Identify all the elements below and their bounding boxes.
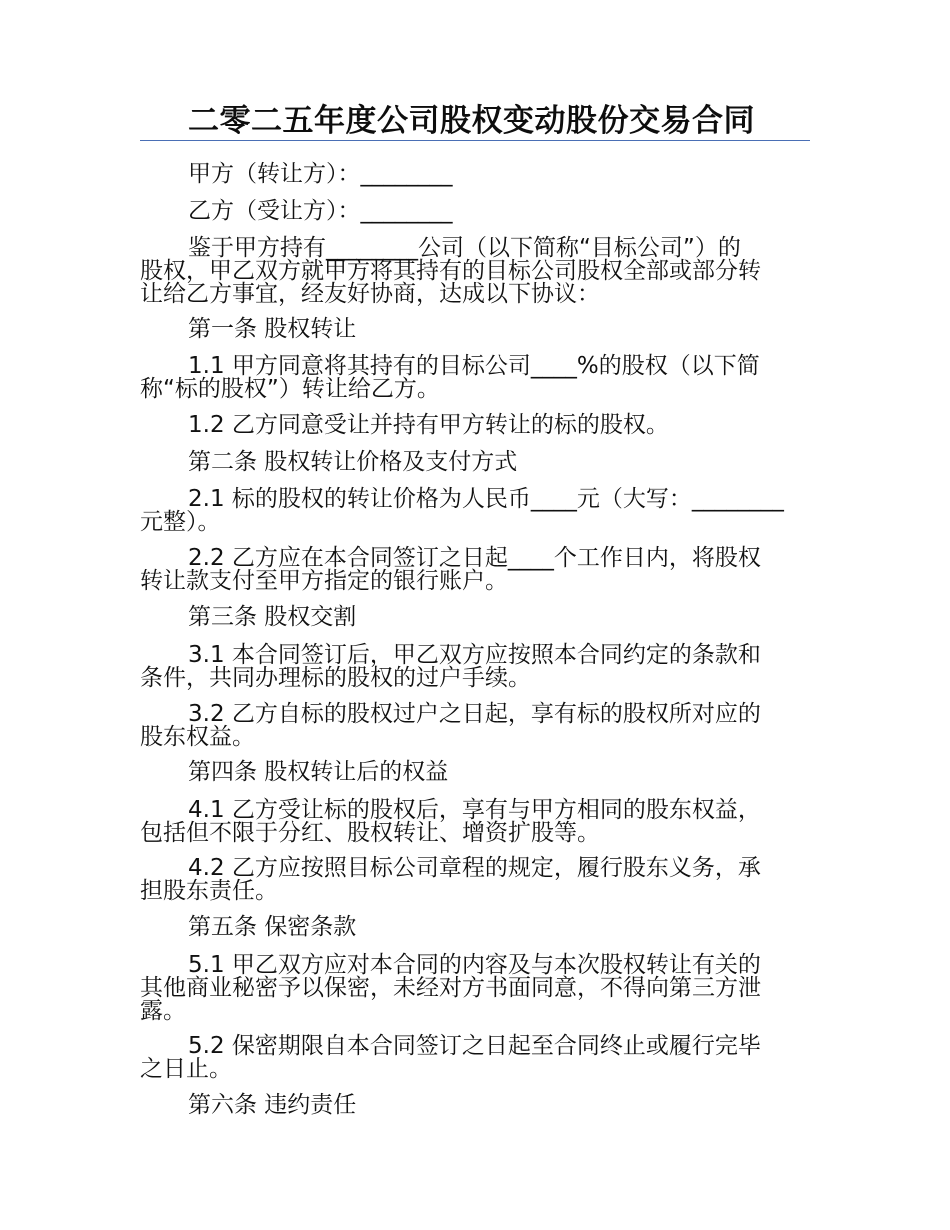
- page-title: 二零二五年度公司股权变动股份交易合同: [188, 103, 755, 139]
- clause-5-1-line-3: 露。: [140, 998, 186, 1024]
- preamble-line-3: 让给乙方事宜，经友好协商，达成以下协议：: [140, 281, 600, 307]
- party-a-blank: ________: [360, 161, 453, 187]
- clause-4-1-line-2: 包括但不限于分红、股权转让、增资扩股等。: [140, 820, 600, 846]
- clause-5-2-line-2: 之日止。: [140, 1056, 232, 1082]
- clause-2-2-line-2: 转让款支付至甲方指定的银行账户。: [140, 568, 508, 594]
- clause-4-2-line-1: 4.2 乙方应按照目标公司章程的规定，履行股东义务，承: [188, 855, 761, 881]
- clause-5-2-line-1: 5.2 保密期限自本合同签订之日起至合同终止或履行完毕: [188, 1033, 761, 1059]
- clause-3-2-line-1: 3.2 乙方自标的股权过户之日起，享有标的股权所对应的: [188, 701, 761, 727]
- party-b-line: [188, 198, 453, 224]
- clause-1-1-line-1: 1.1 甲方同意将其持有的目标公司____%的股权（以下简: [188, 353, 760, 379]
- party-b-blank: ________: [360, 198, 453, 224]
- article-2-heading: 第二条 股权转让价格及支付方式: [188, 449, 518, 475]
- article-6-heading: 第六条 违约责任: [188, 1092, 357, 1118]
- preamble-line-2: 股权，甲乙双方就甲方将其持有的目标公司股权全部或部分转: [140, 258, 761, 284]
- clause-3-2-line-2: 股东权益。: [140, 724, 255, 750]
- clause-4-1-line-1: 4.1 乙方受让标的股权后，享有与甲方相同的股东权益，: [188, 797, 761, 823]
- clause-5-1-line-1: 5.1 甲乙双方应对本合同的内容及与本次股权转让有关的: [188, 952, 761, 978]
- clause-4-2-line-2: 担股东责任。: [140, 878, 278, 904]
- article-1-heading: 第一条 股权转让: [188, 316, 357, 342]
- title-block: [140, 102, 810, 142]
- clause-2-2-line-1: 2.2 乙方应在本合同签订之日起____个工作日内，将股权: [188, 545, 761, 571]
- clause-3-1-line-2: 条件，共同办理标的股权的过户手续。: [140, 665, 531, 691]
- clause-2-1-line-1: 2.1 标的股权的转让价格为人民币____元（大写：________: [188, 486, 784, 512]
- clause-5-1-line-2: 其他商业秘密予以保密，未经对方书面同意，不得向第三方泄: [140, 975, 761, 1001]
- title-underline: [140, 140, 810, 141]
- party-a-line: [188, 161, 453, 187]
- party-a-label: 甲方（转让方）：: [188, 161, 361, 187]
- preamble-line-1: 鉴于甲方持有________公司（以下简称“目标公司”）的: [188, 235, 741, 261]
- clause-3-1-line-1: 3.1 本合同签订后，甲乙双方应按照本合同约定的条款和: [188, 642, 761, 668]
- clause-2-1-line-2: 元整）。: [140, 509, 221, 535]
- party-b-label: 乙方（受让方）：: [188, 198, 361, 224]
- clause-1-1-line-2: 称“标的股权”）转让给乙方。: [140, 376, 440, 402]
- article-4-heading: 第四条 股权转让后的权益: [188, 759, 449, 785]
- article-5-heading: 第五条 保密条款: [188, 914, 357, 940]
- clause-1-2: 1.2 乙方同意受让并持有甲方转让的标的股权。: [188, 412, 669, 438]
- article-3-heading: 第三条 股权交割: [188, 604, 357, 630]
